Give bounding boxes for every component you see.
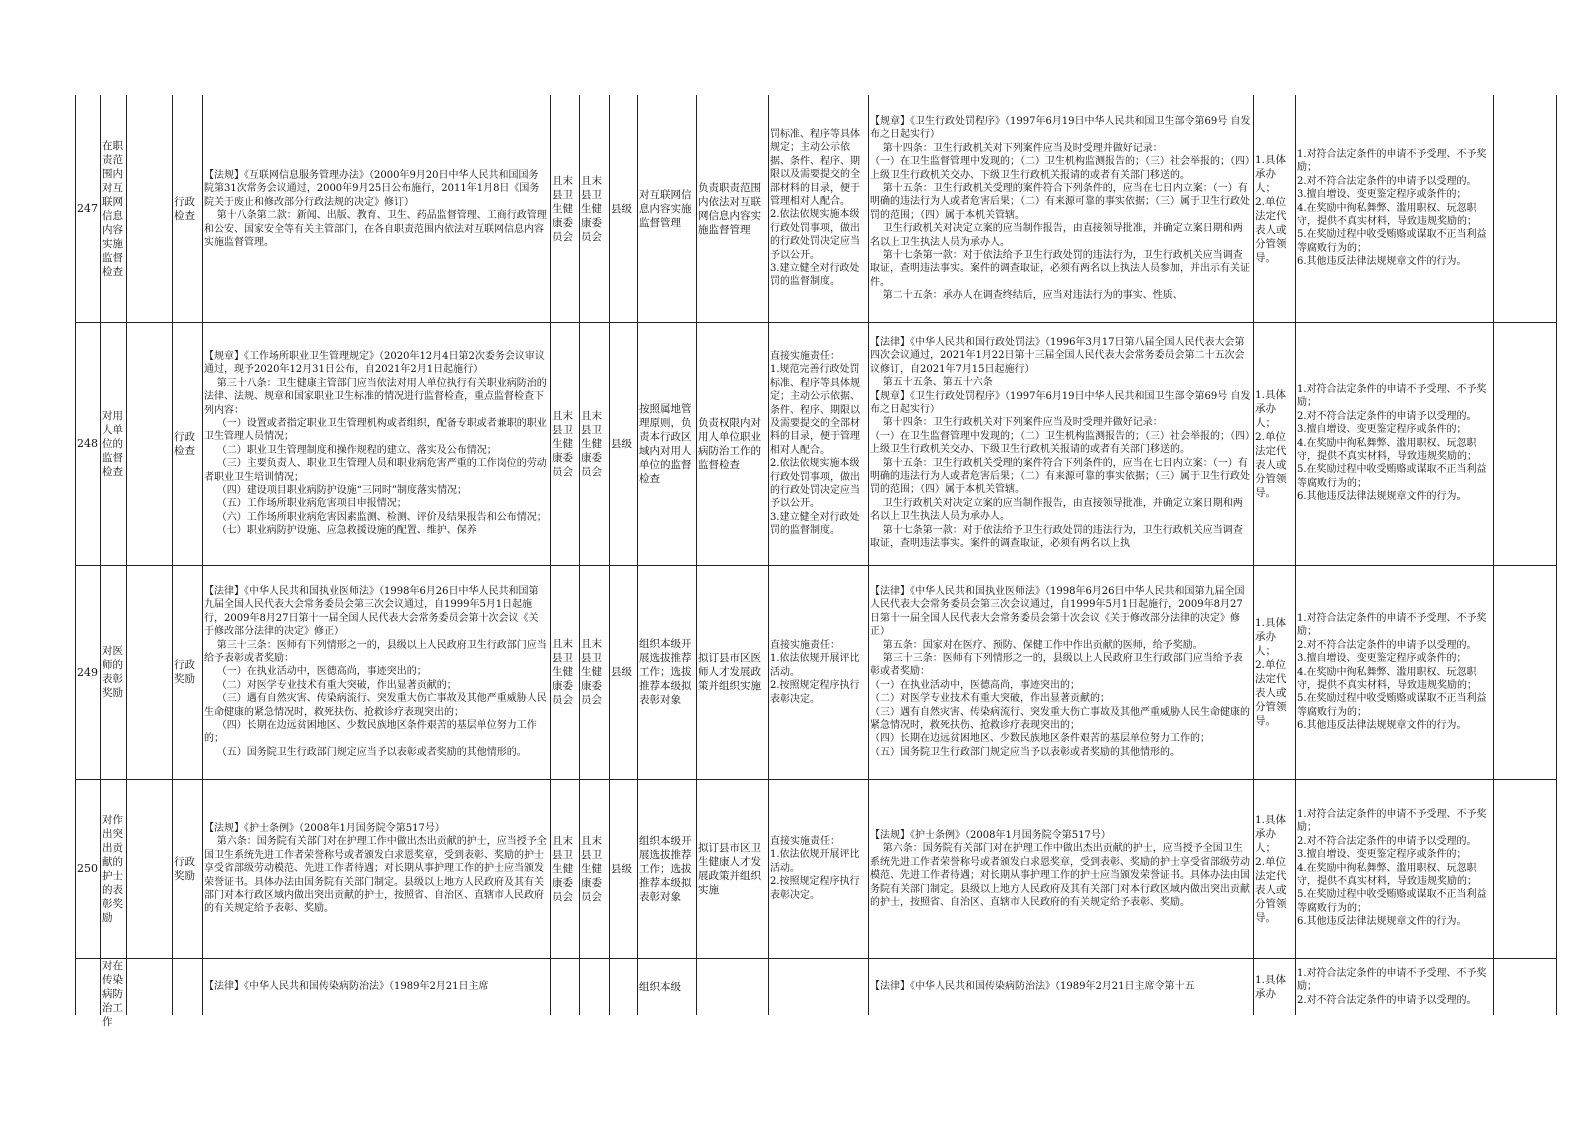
accountability-list: 1.对符合法定条件的申请不予受理、不予奖励； 2.对不符合法定条件的申请予以受理的。 3.擅自增设、变更鉴定程序或条件的； 4.在奖励中徇私舞弊、滥用职权、玩忽职守，提供不真实材料，导致违规奖励的； 5.在奖励过程中收受贿赂或谋取不正当利益等腐败行为的； 6.其他违反法律法规规章文件的行为。: [1297, 149, 1487, 268]
row-border: [75, 958, 1556, 959]
level: 县级: [611, 438, 632, 450]
accountability-list: 1.对符合法定条件的申请不予受理、不予奖励； 2.对不符合法定条件的申请予以受理的。 3.擅自增设、变更鉴定程序或条件的； 4.在奖励中徇私舞弊、滥用职权、玩忽职守，提供不真实材料，导致违规奖励的； 5.在奖励过程中收受贿赂或谋取不正当利益等腐败行为的； 6.其他违反法律法规规章文件的行为。: [1297, 613, 1487, 732]
item-content: 组织本级开展选拔推荐工作；选拔推荐本级拟表彰对象: [639, 835, 692, 903]
column-border: [637, 95, 638, 1015]
row-border: [75, 322, 1556, 323]
responsible-body: 且末县卫生健康委员会: [581, 175, 602, 243]
item-number: 249: [77, 666, 98, 679]
legal-basis: 【法律】《中华人民共和国执业医师法》（1998年6月26日中华人民共和国第九届全国人民代表大会常务委员会第三次会议通过，自1999年5月1日起施行，2009年8月27日第十一届全国人民代表大会常务委员会第十次会议《关于修改部分法律的决定》修正） 第三十三条：医师有下列情形之一的，县级以上人民政府卫生行政部门应当给予表彰或者奖励： （一）在执业活动中，医德高尚，事迹突出的； （二）对医学专业技术有重大突破，作出显著贡献的； （三）遇有自然灾害、传染病流行、突发重大伤亡事故及其他严重威胁人民生命健康的紧急情况时，救死扶伤、抢救诊疗表现突出的； （四）长期在边远贫困地区、少数民族地区条件艰苦的基层单位努力工作的； （五）国务院卫生行政部门规定应当予以表彰或者奖励的其他情形的。: [204, 586, 547, 758]
column-border: [1493, 95, 1494, 1015]
legal-basis: 【法规】《互联网信息服务管理办法》（2000年9月20日中华人民共和国国务院第31次常务会议通过，2000年9月25日公布施行，2011年1月8日《国务院关于废止和修改部分行政法规的决定》修订） 第十八条第二款：新闻、出版、教育、卫生、药品监督管理、工商行政管理和公安、国家安全等有关主管部门，在各自职责范围内依法对互联网信息内容实施监督管理。: [204, 170, 547, 249]
column-border: [75, 95, 76, 1015]
legal-basis: 【法律】《中华人民共和国传染病防治法》（1989年2月21日主席: [204, 981, 489, 992]
duty-description: 拟订县市区卫生健康人才发展政策并组织实施: [698, 842, 761, 896]
accountability-list: 1.对符合法定条件的申请不予受理、不予奖励； 2.对不符合法定条件的申请予以受理的。 3.擅自增设、变更鉴定程序或条件的； 4.在奖励中徇私舞弊、滥用职权、玩忽职守，提供不真实材料，导致违规奖励的； 5.在奖励过程中收受贿赂或谋取不正当利益等腐败行为的； 6.其他违反法律法规规章文件的行为。: [1297, 809, 1487, 928]
item-type: 行政检查: [174, 431, 195, 457]
accountability-list: 1.对符合法定条件的申请不予受理、不予奖励； 2.对不符合法定条件的申请予以受理的。 3.擅自增设、变更鉴定程序或条件的； 4.在奖励中徇私舞弊、滥用职权、玩忽职守，提供不真实材料，导致违规奖励的； 5.在奖励过程中收受贿赂或谋取不正当利益等腐败行为的； 6.其他违反法律法规规章文件的行为。: [1297, 384, 1487, 503]
row-border: [75, 779, 1556, 780]
column-border: [1253, 95, 1254, 1015]
column-border: [172, 95, 173, 1015]
column-border: [579, 95, 580, 1015]
responsibility-list: 罚标准、程序等具体规定；主动公示依据、条件、程序、期限以及需要提交的全部材料的目录，便于管理相对人配合。 2.依法依规实施本级行政处罚事项，做出的行政处罚决定应当予以公开。 3.建立健全对行政处罚的监督制度。: [770, 129, 860, 288]
column-border: [768, 95, 769, 1015]
column-border: [126, 95, 127, 1015]
responsibility-list: 直接实施责任： 1.规范完善行政处罚标准、程序等具体规定；主动公示依据、条件、程序、期限以及需要提交的全部材料的目录，便于管理相对人配合。 2.依法依规实施本级行政处罚事项，做出的行政处罚决定应当予以公开。 3.建立健全对行政处罚的监督制度。: [770, 351, 860, 537]
item-name: 在职责范围内对互联网信息内容实施监督检查: [102, 140, 123, 278]
undertaker: 1.具体承办: [1255, 974, 1287, 1000]
undertaker: 1.具体承办人； 2.单位法定代表人或分管领导。: [1255, 617, 1287, 727]
undertaker: 1.具体承办人； 2.单位法定代表人或分管领导。: [1255, 814, 1287, 924]
item-number: 248: [77, 437, 98, 450]
implementing-body: 且末县卫生健康委员会: [552, 638, 573, 706]
implementing-body: 且末县卫生健康委员会: [552, 410, 573, 478]
item-type: 行政奖励: [174, 659, 195, 685]
implementing-body: 且末县卫生健康委员会: [552, 175, 573, 243]
responsibility-basis: 【法规】《护士条例》（2008年1月国务院令第517号） 第六条：国务院有关部门对在护理工作中做出杰出贡献的护士，应当授予全国卫生系统先进工作者荣誉称号或者颁发白求恩奖章，受到表彰、奖励的护士享受省部级劳动模范、先进工作者待遇；对长期从事护理工作的护士应当颁发荣誉证书。具体办法由国务院有关部门制定。县级以上地方人民政府及其有关部门对本行政区域内做出突出贡献的护士，按照省、自治区、直辖市人民政府的有关规定给予表彰、奖励。: [870, 830, 1250, 909]
level: 县级: [611, 666, 632, 678]
item-content: 组织本级: [639, 981, 681, 993]
responsibility-basis: 【规章】《卫生行政处罚程序》（1997年6月19日中华人民共和国卫生部令第69号 自发布之日起实行） 第十四条：卫生行政机关对下列案件应当及时受理并做好记录： （一）在卫生监督管理中发现的；（二）卫生机构监测报告的；（三）社会举报的；（四）上级卫生行政机关交办、下级卫生行政机关报请的或者有关部门移送的。 第十五条：卫生行政机关受理的案件符合下列条件的，应当在七日内立案：（一）有明确的违法行为人或者危害后果；（二）有来源可靠的事实依据；（三）属于卫生行政处罚的范围；（四）属于本机关管辖。 卫生行政机关对决定立案的应当制作报告，由直接领导批准，并确定立案日期和两名以上卫生执法人员为承办人。 第十七条第一款：对于依法给予卫生行政处罚的违法行为，卫生行政机关应当调查取证，查明违法事实。案件的调查取证，必须有两名以上执法人员参加，并出示有关证件。 第二十五条：承办人在调查终结后，应当对违法行为的事实、性质、: [870, 116, 1251, 302]
responsible-body: 且末县卫生健康委员会: [581, 638, 602, 706]
item-type: 行政检查: [174, 196, 195, 222]
item-content: 对互联网信息内容实施监督管理: [639, 189, 692, 229]
legal-basis: 【法规】《护士条例》（2008年1月国务院令第517号） 第六条：国务院有关部门对在护理工作中做出杰出贡献的护士，应当授予全国卫生系统先进工作者荣誉称号或者颁发白求恩奖章，受到表彰、奖励的护士享受省部级劳动模范、先进工作者待遇；对长期从事护理工作的护士应当颁发荣誉证书。具体办法由国务院有关部门制定。县级以上地方人民政府及其有关部门对本行政区域内做出突出贡献的护士，按照省、自治区、直辖市人民政府的有关规定给予表彰、奖励。: [204, 823, 547, 915]
column-border: [609, 95, 610, 1015]
responsibility-basis: 【法律】《中华人民共和国行政处罚法》（1996年3月17日第八届全国人民代表大会第四次会议通过，2021年1月22日第十三届全国人民代表大会常务委员会第二十五次会议修订，自2021年7月15日起施行） 第五十五条、第五十六条 【规章】《卫生行政处罚程序》（1997年6月19日中华人民共和国卫生部令第69号 自发布之日起实行） 第十四条：卫生行政机关对下列案件应当及时受理并做好记录： （一）在卫生监督管理中发现的；（二）卫生机构监测报告的；（三）社会举报的；（四）上级卫生行政机关交办、下级卫生行政机关报请的或者有关部门移送的。 第十五条：卫生行政机关受理的案件符合下列条件的，应当在七日内立案：（一）有明确的违法行为人或者危害后果；（二）有来源可靠的事实依据；（三）属于卫生行政处罚的范围；（四）属于本机关管辖。 卫生行政机关对决定立案的应当制作报告，由直接领导批准，并确定立案日期和两名以上卫生执法人员为承办人。 第十七条第一款：对于依法给予卫生行政处罚的违法行为，卫生行政机关应当调查取证，查明违法事实。案件的调查取证，必须有两名以上执: [870, 337, 1251, 550]
duty-description: 负责权限内对用人单位职业病防治工作的监督检查: [698, 417, 761, 471]
item-type: 行政奖励: [174, 856, 195, 882]
item-number: 250: [77, 862, 98, 875]
level: 县级: [611, 203, 632, 215]
column-border: [100, 95, 101, 1015]
item-name: 对作出突出贡献的护士的表彰奖励: [102, 814, 123, 924]
responsibility-list: 直接实施责任： 1.依法依规开展评比活动。 2.按照规定程序执行表彰决定。: [770, 640, 860, 705]
responsibility-basis: 【法律】《中华人民共和国执业医师法》（1998年6月26日中华人民共和国第九届全国人民代表大会常务委员会第三次会议通过，自1999年5月1日起施行，2009年8月27日第十一届全国人民代表大会常务委员会第十次会议《关于修改部分法律的决定》修正） 第五条：国家对在医疗、预防、保健工作中作出贡献的医师，给予奖励。 第三十三条：医师有下列情形之一的，县级以上人民政府卫生行政部门应当给予表彰或者奖励： （一）在执业活动中，医德高尚，事迹突出的； （二）对医学专业技术有重大突破，作出显著贡献的； （三）遇有自然灾害、传染病流行、突发重大伤亡事故及其他严重威胁人民生命健康的紧急情况时，救死扶伤、抢救诊疗表现突出的； （四）长期在边远贫困地区、少数民族地区条件艰苦的基层单位努力工作的； （五）国务院卫生行政部门规定应当予以表彰或者奖励的其他情形的。: [870, 586, 1250, 758]
level: 县级: [611, 863, 632, 875]
item-content: 按照属地管理原则，负责本行政区域内对用人单位的监督检查: [639, 403, 692, 485]
column-border: [202, 95, 203, 1015]
item-name: 对在传染病防治工作: [102, 960, 123, 1028]
undertaker: 1.具体承办人； 2.单位法定代表人或分管领导。: [1255, 389, 1287, 499]
column-border: [1556, 95, 1557, 1015]
responsibility-basis: 【法律】《中华人民共和国传染病防治法》（1989年2月21日主席令第十五: [870, 981, 1195, 992]
item-content: 组织本级开展选拔推荐工作；选拔推荐本级拟表彰对象: [639, 638, 692, 706]
legal-basis: 【规章】《工作场所职业卫生管理规定》（2020年12月4日第2次委务会议审议通过，现予2020年12月31日公布，自2021年2月1日起施行） 第三十八条：卫生健康主管部门应当依法对用人单位执行有关职业病防治的法律、法规、规章和国家职业卫生标准的情况进行监督检查，重点监督检查下列内容： （一）设置或者指定职业卫生管理机构或者组织，配备专职或者兼职的职业卫生管理人员情况； （二）职业卫生管理制度和操作规程的建立、落实及公布情况； （三）主要负责人、职业卫生管理人员和职业病危害严重的工作岗位的劳动者职业卫生培训情况； （四）建设项目职业病防护设施“三同时”制度落实情况； （五）工作场所职业病危害项目申报情况； （六）工作场所职业病危害因素监测、检测、评价及结果报告和公布情况； （七）职业病防护设施、应急救援设施的配置、维护、保养: [204, 351, 547, 537]
responsible-body: 且末县卫生健康委员会: [581, 835, 602, 903]
column-border: [696, 95, 697, 1015]
accountability-list: 1.对符合法定条件的申请不予受理、不予奖励； 2.对不符合法定条件的申请予以受理的。: [1297, 968, 1487, 1006]
implementing-body: 且末县卫生健康委员会: [552, 835, 573, 903]
column-border: [550, 95, 551, 1015]
column-border: [868, 95, 869, 1015]
duty-description: 拟订县市区医师人才发展政策并组织实施: [698, 652, 761, 692]
item-name: 对医师的表彰奖励: [102, 645, 123, 699]
responsible-body: 且末县卫生健康委员会: [581, 410, 602, 478]
item-number: 247: [77, 202, 98, 215]
row-border: [75, 565, 1556, 566]
duty-description: 负责职责范围内依法对互联网信息内容实施监督管理: [698, 182, 761, 236]
item-name: 对用人单位的监督检查: [102, 410, 123, 478]
undertaker: 1.具体承办人； 2.单位法定代表人或分管领导。: [1255, 154, 1287, 264]
column-border: [1295, 95, 1296, 1015]
responsibility-list: 直接实施责任： 1.依法依规开展评比活动。 2.按照规定程序执行表彰决定。: [770, 836, 860, 901]
